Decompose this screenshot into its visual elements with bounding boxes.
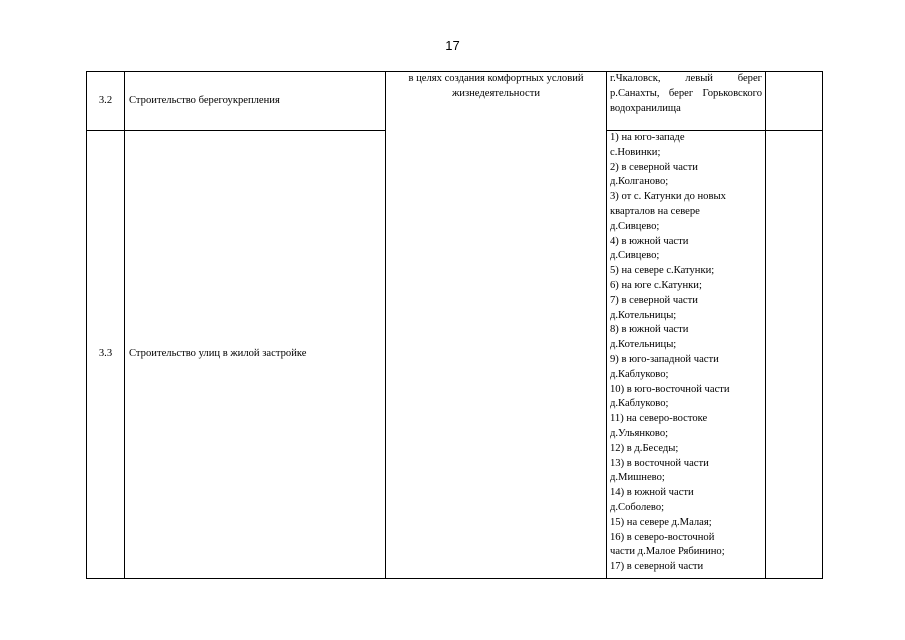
list-item: д.Котельницы; xyxy=(610,309,677,321)
list-item: 2) в северной части xyxy=(610,161,698,173)
table-row xyxy=(87,72,823,131)
list-item: 17) в северной части xyxy=(610,561,704,573)
list-item: 15) на севере д.Малая; xyxy=(610,516,712,528)
list-item: 13) в восточной части xyxy=(610,457,709,469)
row-name: Строительство берегоукрепления xyxy=(125,72,386,131)
list-item: 10) в юго-восточной части xyxy=(610,383,730,395)
row-name: Строительство улиц в жилой застройке xyxy=(125,131,386,579)
list-item: 11) на северо-востоке xyxy=(610,413,708,425)
list-item: 4) в южной части xyxy=(610,235,689,247)
row-location: г.Чкаловск, левый берег р.Санахты, берег Горьковского водохранилища xyxy=(607,72,766,131)
page-number: 17 xyxy=(445,38,460,53)
row-empty-cell xyxy=(766,72,823,131)
list-item: с.Новинки; xyxy=(610,146,661,158)
list-item: д.Ульянково; xyxy=(610,427,669,439)
list-item: 6) на юге с.Катунки; xyxy=(610,279,702,291)
list-item: д.Сивцево; xyxy=(610,250,660,262)
row-empty-cell xyxy=(766,131,823,579)
list-item: д.Котельницы; xyxy=(610,339,677,351)
list-item: кварталов на севере xyxy=(610,205,700,217)
list-item: 7) в северной части xyxy=(610,294,698,306)
list-item: 1) на юго-западе xyxy=(610,132,685,143)
list-item: д.Каблуково; xyxy=(610,368,669,380)
row-purpose: в целях создания комфортных условий жизнедеятельности xyxy=(386,72,607,579)
list-item: части д.Малое Рябинино; xyxy=(610,546,725,558)
location-list xyxy=(610,131,762,578)
row-number: 3.2 xyxy=(87,72,125,131)
list-item: 3) от с. Катунки до новых xyxy=(610,191,726,203)
list-item: 12) в д.Беседы; xyxy=(610,442,679,454)
list-item: 8) в южной части xyxy=(610,324,689,336)
row-location-list xyxy=(607,131,766,579)
list-item: 14) в южной части xyxy=(610,487,694,499)
list-item: д.Колганово; xyxy=(610,176,669,188)
list-item: д.Мишнево; xyxy=(610,472,665,484)
list-item: 5) на севере с.Катунки; xyxy=(610,265,715,277)
list-item: д.Соболево; xyxy=(610,501,665,513)
row-number: 3.3 xyxy=(87,131,125,579)
list-item: 9) в юго-западной части xyxy=(610,353,719,365)
list-item: д.Каблуково; xyxy=(610,398,669,410)
list-item: д.Сивцево; xyxy=(610,220,660,232)
document-table xyxy=(86,71,823,579)
list-item: 16) в северо-восточной xyxy=(610,531,715,543)
